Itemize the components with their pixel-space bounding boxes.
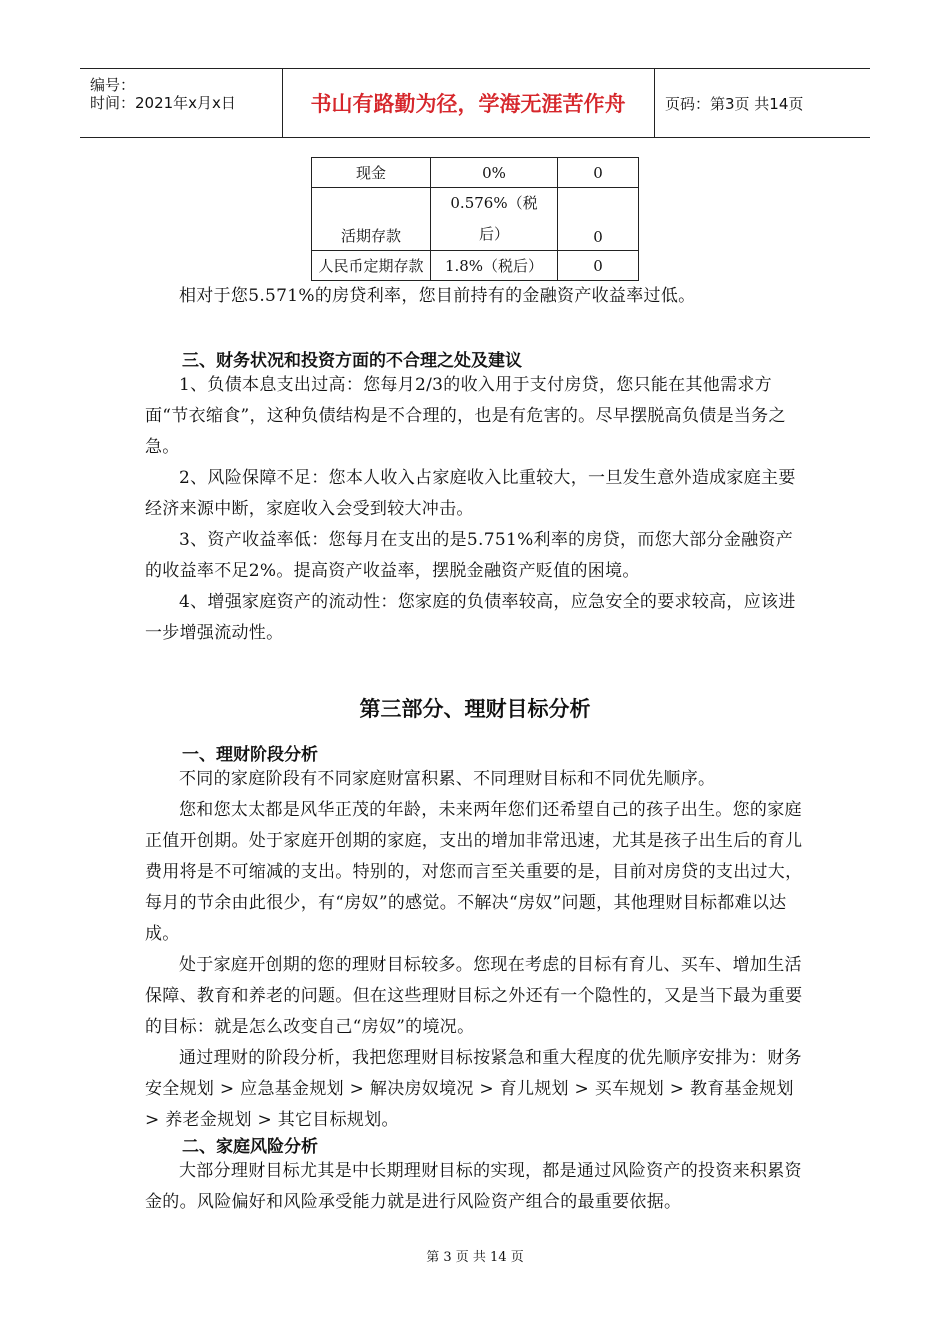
rate-line-1: 0.576%（税 bbox=[450, 194, 538, 212]
section3-item-3: 3、资产收益率低：您每月在支出的是5.751%利率的房贷，而您大部分金融资产的收益率不足2%。提高资产收益率，摆脱金融资产贬值的困境。 bbox=[145, 530, 794, 581]
table-row bbox=[312, 251, 639, 281]
table-cell-name: 现金 bbox=[312, 158, 431, 188]
header-motto: 书山有路勤为径，学海无涯苦作舟 bbox=[282, 69, 655, 137]
doc-number-label: 编号： bbox=[90, 76, 136, 94]
table-row bbox=[312, 188, 639, 251]
after-table-note: 相对于您5.571%的房贷利率，您目前持有的金融资产收益率过低。 bbox=[179, 286, 696, 306]
sub1-paragraph-3: 处于家庭开创期的您的理财目标较多。您现在考虑的目标有育儿、买车、增加生活保障、教育和养老的问题。但在这些理财目标之外还有一个隐性的，又是当下最为重要的目标：就是怎么改变自己“房奴”的境况。 bbox=[145, 955, 803, 1037]
table-cell-rate: 0% bbox=[431, 158, 558, 188]
asset-return-table bbox=[311, 157, 639, 281]
sub2-heading: 二、家庭风险分析 bbox=[182, 1137, 318, 1157]
section3-item-2: 2、风险保障不足：您本人收入占家庭收入比重较大，一旦发生意外造成家庭主要经济来源中断，家庭收入会受到较大冲击。 bbox=[145, 468, 796, 519]
section3-item-4: 4、增强家庭资产的流动性：您家庭的负债率较高，应急安全的要求较高，应该进一步增强流动性。 bbox=[145, 592, 796, 643]
table-cell-name: 活期存款 bbox=[312, 188, 431, 251]
page-header bbox=[80, 68, 870, 138]
table-cell-rate: 1.8%（税后） bbox=[431, 251, 558, 281]
header-page-info: 页码：第3页 共14页 bbox=[665, 94, 804, 113]
table-cell-name: 人民币定期存款 bbox=[312, 251, 431, 281]
section3-item-1: 1、负债本息支出过高：您每月2/3的收入用于支付房贷，您只能在其他需求方面“节衣缩食”，这种负债结构是不合理的，也是有危害的。尽早摆脱高负债是当务之急。 bbox=[145, 375, 786, 457]
table-cell-rate bbox=[431, 188, 558, 251]
doc-date: 时间：2021年x月x日 bbox=[90, 94, 236, 112]
sub2-paragraph: 大部分理财目标尤其是中长期理财目标的实现，都是通过风险资产的投资来积累资金的。风险偏好和风险承受能力就是进行风险资产组合的最重要依据。 bbox=[145, 1161, 802, 1212]
table-cell-value: 0 bbox=[558, 158, 639, 188]
page-footer: 第 3 页 共 14 页 bbox=[426, 1250, 524, 1265]
section3-heading: 三、财务状况和投资方面的不合理之处及建议 bbox=[182, 351, 522, 371]
table-cell-value: 0 bbox=[558, 188, 639, 251]
sub1-heading: 一、理财阶段分析 bbox=[182, 745, 318, 765]
table-row bbox=[312, 158, 639, 188]
table-cell-value: 0 bbox=[558, 251, 639, 281]
rate-line-2: 后） bbox=[478, 225, 509, 243]
header-meta bbox=[80, 69, 283, 137]
sub1-paragraph-4: 通过理财的阶段分析，我把您理财目标按紧急和重大程度的优先顺序安排为：财务安全规划 > 应急基金规划 > 解决房奴境况 > 育儿规划 > 买车规划 > 教育基金规划 > 养老金规划 > 其它目标规划。 bbox=[145, 1048, 802, 1130]
sub1-paragraph-2: 您和您太太都是风华正茂的年龄，未来两年您们还希望自己的孩子出生。您的家庭正值开创期。处于家庭开创期的家庭，支出的增加非常迅速，尤其是孩子出生后的育儿费用将是不可缩减的支出。特别的，对您而言至关重要的是，目前对房贷的支出过大，每月的节余由此很少，有“房奴”的感觉。不解决“房奴”问题，其他理财目标都难以达成。 bbox=[145, 800, 803, 944]
part3-title: 第三部分、理财目标分析 bbox=[359, 697, 591, 721]
sub1-paragraph-1: 不同的家庭阶段有不同家庭财富积累、不同理财目标和不同优先顺序。 bbox=[179, 769, 716, 789]
